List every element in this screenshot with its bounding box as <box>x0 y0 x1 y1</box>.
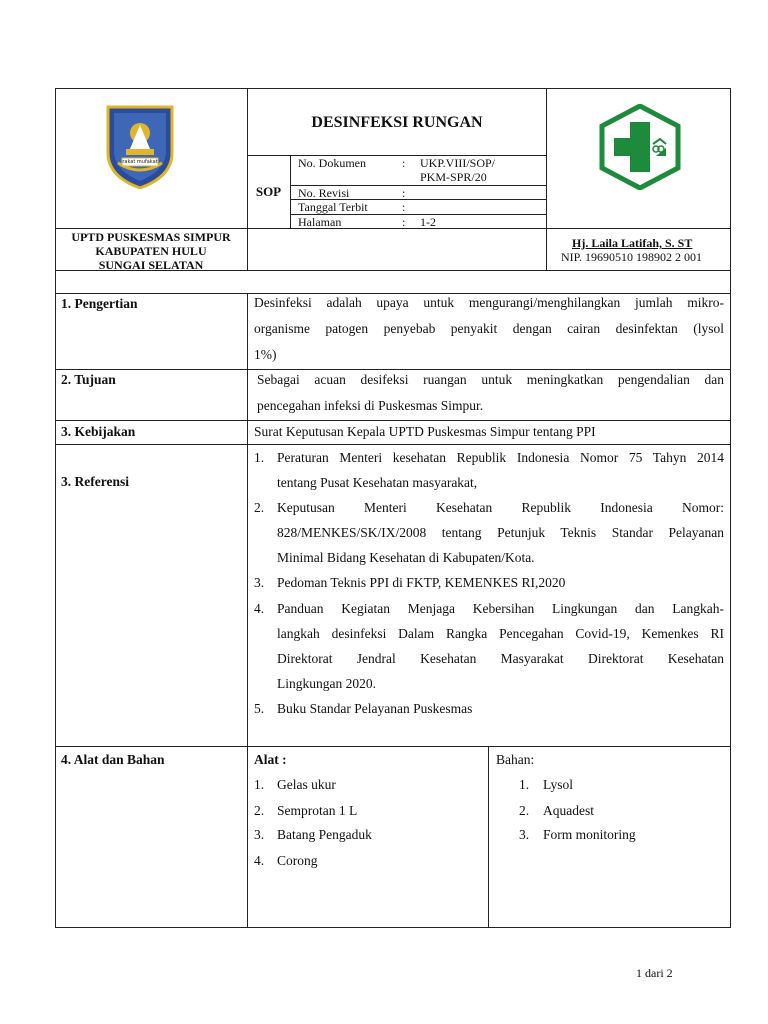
field-sep-tanggal-terbit: : <box>402 200 406 214</box>
sop-label: SOP <box>255 184 282 199</box>
field-sep-no-revisi: : <box>402 186 406 200</box>
alat-item-4: Corong <box>277 853 318 868</box>
alat-num-1: 1. <box>254 777 265 792</box>
kebijakan-text: Surat Keputusan Kepala UPTD Puskesmas Simpur tentang PPI <box>254 424 596 439</box>
signatory-nip: NIP. 19690510 198902 2 001 <box>561 250 703 264</box>
page-number: 1 dari 2 <box>636 966 673 980</box>
pengertian-line2: organisme patogen penyebab penyakit dengan cairan desinfektan (lysol <box>254 321 724 336</box>
referensi-num-1: 1. <box>254 450 265 465</box>
bahan-num-1: 1. <box>519 777 530 792</box>
alat-num-2: 2. <box>254 803 265 818</box>
signatory-name: Hj. Laila Latifah, S. ST <box>572 236 693 250</box>
shield-emblem-icon <box>104 103 176 189</box>
regency-emblem <box>104 103 176 189</box>
section-label-alat-bahan: 4. Alat dan Bahan <box>61 752 165 767</box>
referensi-2-line2: 828/MENKES/SK/IX/2008 tentang Petunjuk Teknis Standar Pelayanan <box>277 525 724 540</box>
referensi-4-line1: Panduan Kegiatan Menjaga Kebersihan Lingkungan dan Langkah- <box>277 601 724 616</box>
document-title: DESINFEKSI RUNGAN <box>311 114 483 131</box>
alat-item-1: Gelas ukur <box>277 777 336 792</box>
emblem-ribbon-text: rakat mufakat <box>122 159 158 165</box>
bahan-num-3: 3. <box>519 827 530 842</box>
bahan-item-2: Aquadest <box>543 803 594 818</box>
referensi-3-line1: Pedoman Teknis PPI di FKTP, KEMENKES RI,2020 <box>277 575 566 590</box>
field-label-no-dokumen: No. Dokumen <box>298 156 366 170</box>
pengertian-line1: Desinfeksi adalah upaya untuk mengurangi/menghilangkan jumlah mikro- <box>254 295 724 310</box>
org-name-line3: SUNGAI SELATAN <box>98 258 204 272</box>
bahan-item-3: Form monitoring <box>543 827 636 842</box>
field-sep-halaman: : <box>402 215 406 229</box>
referensi-2-line3: Minimal Bidang Kesehatan di Kabupaten/Kota. <box>277 550 535 565</box>
field-label-halaman: Halaman <box>298 215 342 229</box>
bahan-title: Bahan: <box>496 752 535 767</box>
alat-num-3: 3. <box>254 827 265 842</box>
pengertian-line3: 1%) <box>254 347 277 362</box>
alat-item-3: Batang Pengaduk <box>277 827 372 842</box>
org-name-line2: KABUPATEN HULU <box>95 244 207 258</box>
referensi-2-line1: Keputusan Menteri Kesehatan Republik Indonesia Nomor: <box>277 500 724 515</box>
section-label-kebijakan: 3. Kebijakan <box>61 424 136 439</box>
section-label-pengertian: 1. Pengertian <box>61 296 138 311</box>
field-label-tanggal-terbit: Tanggal Terbit <box>298 200 368 214</box>
referensi-1-line2: tentang Pusat Kesehatan masyarakat, <box>277 475 478 490</box>
bahan-num-2: 2. <box>519 803 530 818</box>
referensi-num-2: 2. <box>254 500 265 515</box>
referensi-5-line1: Buku Standar Pelayanan Puskesmas <box>277 701 473 716</box>
tujuan-line1: Sebagai acuan desifeksi ruangan untuk meningkatkan pengendalian dan <box>257 372 724 387</box>
puskesmas-cross-icon <box>598 104 682 190</box>
field-value-halaman: 1-2 <box>420 215 436 229</box>
alat-title: Alat : <box>254 752 287 767</box>
referensi-4-line2: langkah desinfeksi Dalam Rangka Pencegahan Covid-19, Kemenkes RI <box>277 626 724 641</box>
referensi-4-line4: Lingkungan 2020. <box>277 676 376 691</box>
section-label-referensi: 3. Referensi <box>61 474 129 489</box>
referensi-4-line3: Direktorat Jendral Kesehatan Masyarakat Direktorat Kesehatan <box>277 651 724 666</box>
org-name-line1: UPTD PUSKESMAS SIMPUR <box>71 230 231 244</box>
referensi-1-line1: Peraturan Menteri kesehatan Republik Indonesia Nomor 75 Tahyn 2014 <box>277 450 724 465</box>
alat-num-4: 4. <box>254 853 265 868</box>
referensi-num-5: 5. <box>254 701 265 716</box>
referensi-num-3: 3. <box>254 575 265 590</box>
puskesmas-logo <box>598 104 682 190</box>
field-sep-no-dokumen: : <box>402 156 406 170</box>
tujuan-line2: pencegahan infeksi di Puskesmas Simpur. <box>257 398 484 413</box>
field-value-no-dokumen-2: PKM-SPR/20 <box>420 170 487 184</box>
section-label-tujuan: 2. Tujuan <box>61 372 116 387</box>
field-value-no-dokumen-1: UKP.VIII/SOP/ <box>420 156 496 170</box>
referensi-num-4: 4. <box>254 601 265 616</box>
bahan-item-1: Lysol <box>543 777 574 792</box>
field-label-no-revisi: No. Revisi <box>298 186 350 200</box>
alat-item-2: Semprotan 1 L <box>277 803 358 818</box>
